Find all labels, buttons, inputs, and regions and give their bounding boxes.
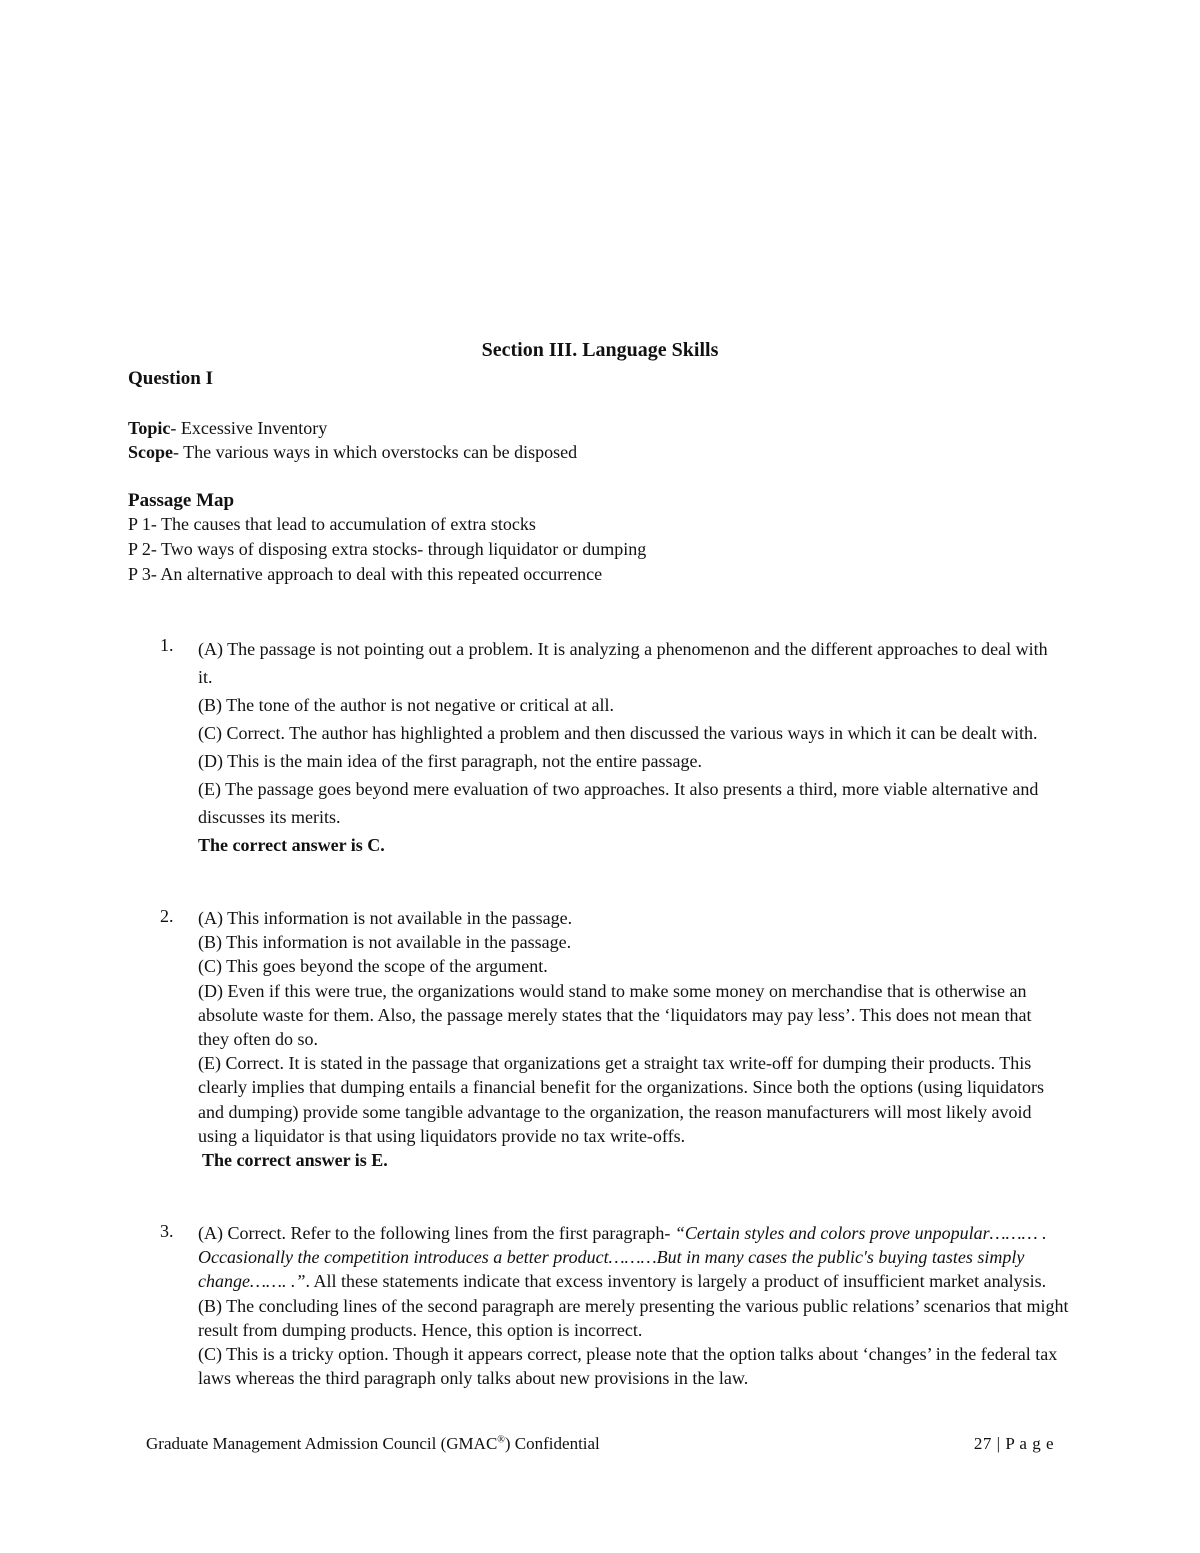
footer-text-before: Graduate Management Admission Council (GMAC — [146, 1434, 498, 1453]
topic-value: - Excessive Inventory — [170, 418, 328, 438]
passage-map-line: P 3- An alternative approach to deal with this repeated occurrence — [128, 564, 603, 584]
passage-map-line: P 1- The causes that lead to accumulation of extra stocks — [128, 514, 536, 534]
answer-explanation-2 — [160, 906, 1060, 1172]
scope-line — [128, 442, 577, 463]
passage-map-line: P 2- Two ways of disposing extra stocks- through liquidator or dumping — [128, 539, 647, 559]
item-number: 2. — [160, 906, 174, 926]
option-e: (E) Correct. It is stated in the passage that organizations get a straight tax write-off for dumping their products. This clearly implies that dumping entails a financial benefit for the organizations. Since both the options (using liquidators and dumping) provide some tangible advantage to the organization, the reason manufacturers will most likely avoid using a liquidator is that using liquidators provide no tax write-offs. — [198, 1053, 1044, 1146]
footer-text-after: ) Confidential — [504, 1434, 600, 1453]
option-a — [198, 1221, 1070, 1294]
option-d: (D) Even if this were true, the organizations would stand to make some money on merchandise that is otherwise an absolute waste for them. Also, the passage merely states that the ‘liquidators may pay less’. This does not mean that they often do so. — [198, 980, 1032, 1050]
option-a: (A) The passage is not pointing out a problem. It is analyzing a phenomenon and the different approaches to deal with it. — [198, 639, 1048, 687]
scope-value: - The various ways in which overstocks can be disposed — [173, 442, 578, 462]
page-number: 27 | P a g e — [973, 1434, 1054, 1453]
option-b: (B) The tone of the author is not negative or critical at all. — [198, 695, 615, 715]
option-b: (B) The concluding lines of the second paragraph are merely presenting the various public relations’ scenarios that might result from dumping products. Hence, this option is incorrect. — [198, 1295, 1069, 1340]
answer-explanation-3 — [160, 1221, 1070, 1390]
option-a-tail: . All these statements indicate that excess inventory is largely a product of insufficient market analysis. — [305, 1271, 1047, 1292]
correct-answer: The correct answer is E. — [202, 1150, 388, 1171]
topic-line — [128, 418, 327, 439]
option-d: (D) This is the main idea of the first paragraph, not the entire passage. — [198, 751, 703, 771]
option-c: (C) This goes beyond the scope of the argument. — [198, 956, 548, 977]
item-number: 3. — [160, 1221, 174, 1241]
option-b: (B) This information is not available in the passage. — [198, 932, 572, 953]
correct-answer: The correct answer is C. — [198, 835, 385, 855]
scope-label: Scope — [128, 442, 173, 462]
answer-explanation-1 — [160, 635, 1060, 859]
option-a-quote: “Certain styles and colors prove unpopular……… . Occasionally the competition introduces a better product………But in many cases the public's buying tastes simply change……. .” — [198, 1223, 1047, 1292]
passage-map-title: Passage Map — [128, 490, 235, 511]
registered-mark: ® — [497, 1434, 505, 1446]
section-title: Section III. Language Skills — [481, 339, 719, 361]
question-heading: Question I — [128, 368, 213, 389]
footer-confidential — [146, 1434, 600, 1454]
topic-label: Topic — [128, 418, 171, 438]
option-a-lead: (A) Correct. Refer to the following lines from the first paragraph- — [198, 1223, 675, 1243]
option-c: (C) Correct. The author has highlighted a problem and then discussed the various ways in which it can be dealt with. — [198, 723, 1038, 743]
option-e: (E) The passage goes beyond mere evaluation of two approaches. It also presents a third, more viable alternative and discusses its merits. — [198, 779, 1039, 827]
item-number: 1. — [160, 635, 174, 655]
option-a: (A) This information is not available in the passage. — [198, 908, 573, 928]
option-c: (C) This is a tricky option. Though it appears correct, please note that the option talks about ‘changes’ in the federal tax laws whereas the third paragraph only talks about new provisions in the law. — [198, 1344, 1058, 1389]
